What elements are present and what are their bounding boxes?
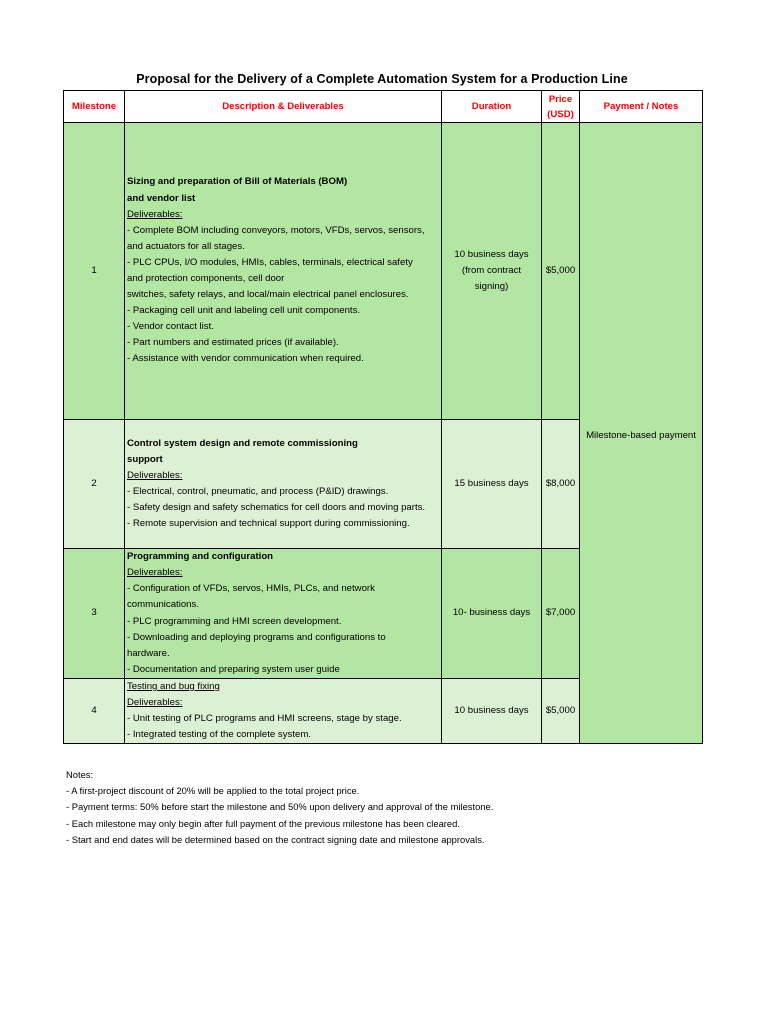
duration-line: (from contract [461, 264, 522, 276]
price-cell: $8,000 [542, 420, 580, 549]
deliverable-line: hardware. [127, 647, 170, 659]
milestone-cell: 3 [64, 549, 125, 679]
milestone-title: support [127, 453, 163, 465]
price-cell: $7,000 [542, 549, 580, 679]
header-payment: Payment / Notes [580, 91, 703, 123]
milestone-cell: 2 [64, 420, 125, 549]
deliverable-line: - Integrated testing of the complete system. [127, 729, 311, 741]
duration-line: signing) [474, 281, 509, 293]
milestone-title: Sizing and preparation of Bill of Materials (BOM) [127, 176, 348, 188]
header-description: Description & Deliverables [125, 91, 442, 123]
duration-cell: 15 business days [442, 420, 542, 549]
duration-line: 10 business days [454, 248, 529, 260]
notes-section [66, 767, 493, 848]
deliverable-line: - Unit testing of PLC programs and HMI screens, stage by stage. [127, 713, 402, 725]
table-header-row [64, 91, 703, 123]
milestone-title: Programming and configuration [127, 551, 274, 563]
duration-cell: 10- business days [442, 549, 542, 679]
description-cell [125, 679, 442, 744]
deliverable-line: - Part numbers and estimated prices (if available). [127, 337, 339, 349]
deliverable-line: - Packaging cell unit and labeling cell unit components. [127, 305, 361, 317]
deliverable-line: - PLC CPUs, I/O modules, HMIs, cables, terminals, electrical safety [127, 256, 413, 268]
milestone-cell: 4 [64, 679, 125, 744]
document-title: Proposal for the Delivery of a Complete Automation System for a Production Line [136, 72, 628, 86]
deliverable-line: and actuators for all stages. [127, 240, 245, 252]
deliverable-line: communications. [127, 599, 199, 611]
deliverable-line: - PLC programming and HMI screen development. [127, 615, 342, 627]
deliverable-line: - Documentation and preparing system user guide [127, 663, 340, 675]
price-cell: $5,000 [542, 679, 580, 744]
header-milestone: Milestone [64, 91, 125, 123]
note-line: - Payment terms: 50% before start the milestone and 50% upon delivery and approval of the milestone. [66, 801, 494, 813]
milestone-title: Control system design and remote commissioning [127, 437, 358, 449]
description-cell [125, 549, 442, 679]
payment-notes-cell [580, 123, 703, 744]
deliverable-line: switches, safety relays, and local/main electrical panel enclosures. [127, 289, 409, 301]
deliverable-line: - Safety design and safety schematics for cell doors and moving parts. [127, 502, 426, 514]
deliverable-line: and protection components, cell door [127, 273, 285, 284]
header-duration: Duration [442, 91, 542, 123]
notes-heading: Notes: [66, 769, 94, 780]
proposal-table [63, 90, 703, 744]
duration-cell: 10 business days [442, 679, 542, 744]
header-price-line1: Price [548, 93, 573, 105]
deliverable-line: - Vendor contact list. [127, 321, 214, 333]
description-cell [125, 420, 442, 549]
duration-cell [442, 123, 542, 420]
deliverables-label: Deliverables: [127, 697, 183, 709]
header-price [542, 91, 580, 123]
note-line: - A first-project discount of 20% will be applied to the total project price. [66, 785, 360, 797]
deliverables-label: Deliverables: [127, 469, 183, 481]
milestone-title: and vendor list [127, 192, 196, 204]
milestone-title: Testing and bug fixing [127, 681, 220, 692]
milestone-cell: 1 [64, 123, 125, 420]
deliverables-label: Deliverables: [127, 208, 183, 220]
payment-note: Milestone-based payment [586, 430, 696, 441]
price-cell: $5,000 [542, 123, 580, 420]
deliverable-line: - Electrical, control, pneumatic, and process (P&ID) drawings. [127, 486, 389, 497]
deliverable-line: - Downloading and deploying programs and configurations to [127, 631, 386, 643]
header-price-line2: (USD) [547, 108, 574, 120]
deliverables-label: Deliverables: [127, 567, 183, 579]
note-line: - Each milestone may only begin after full payment of the previous milestone has been cleared. [66, 817, 460, 829]
deliverable-line: - Assistance with vendor communication when required. [127, 353, 364, 365]
note-line: - Start and end dates will be determined based on the contract signing date and milestone approvals. [66, 833, 485, 845]
table-row [64, 123, 703, 420]
deliverable-line: - Configuration of VFDs, servos, HMIs, PLCs, and network [127, 583, 375, 595]
description-cell [125, 123, 442, 420]
deliverable-line: - Complete BOM including conveyors, motors, VFDs, servos, sensors, [127, 224, 425, 236]
deliverable-line: - Remote supervision and technical support during commissioning. [127, 518, 410, 530]
